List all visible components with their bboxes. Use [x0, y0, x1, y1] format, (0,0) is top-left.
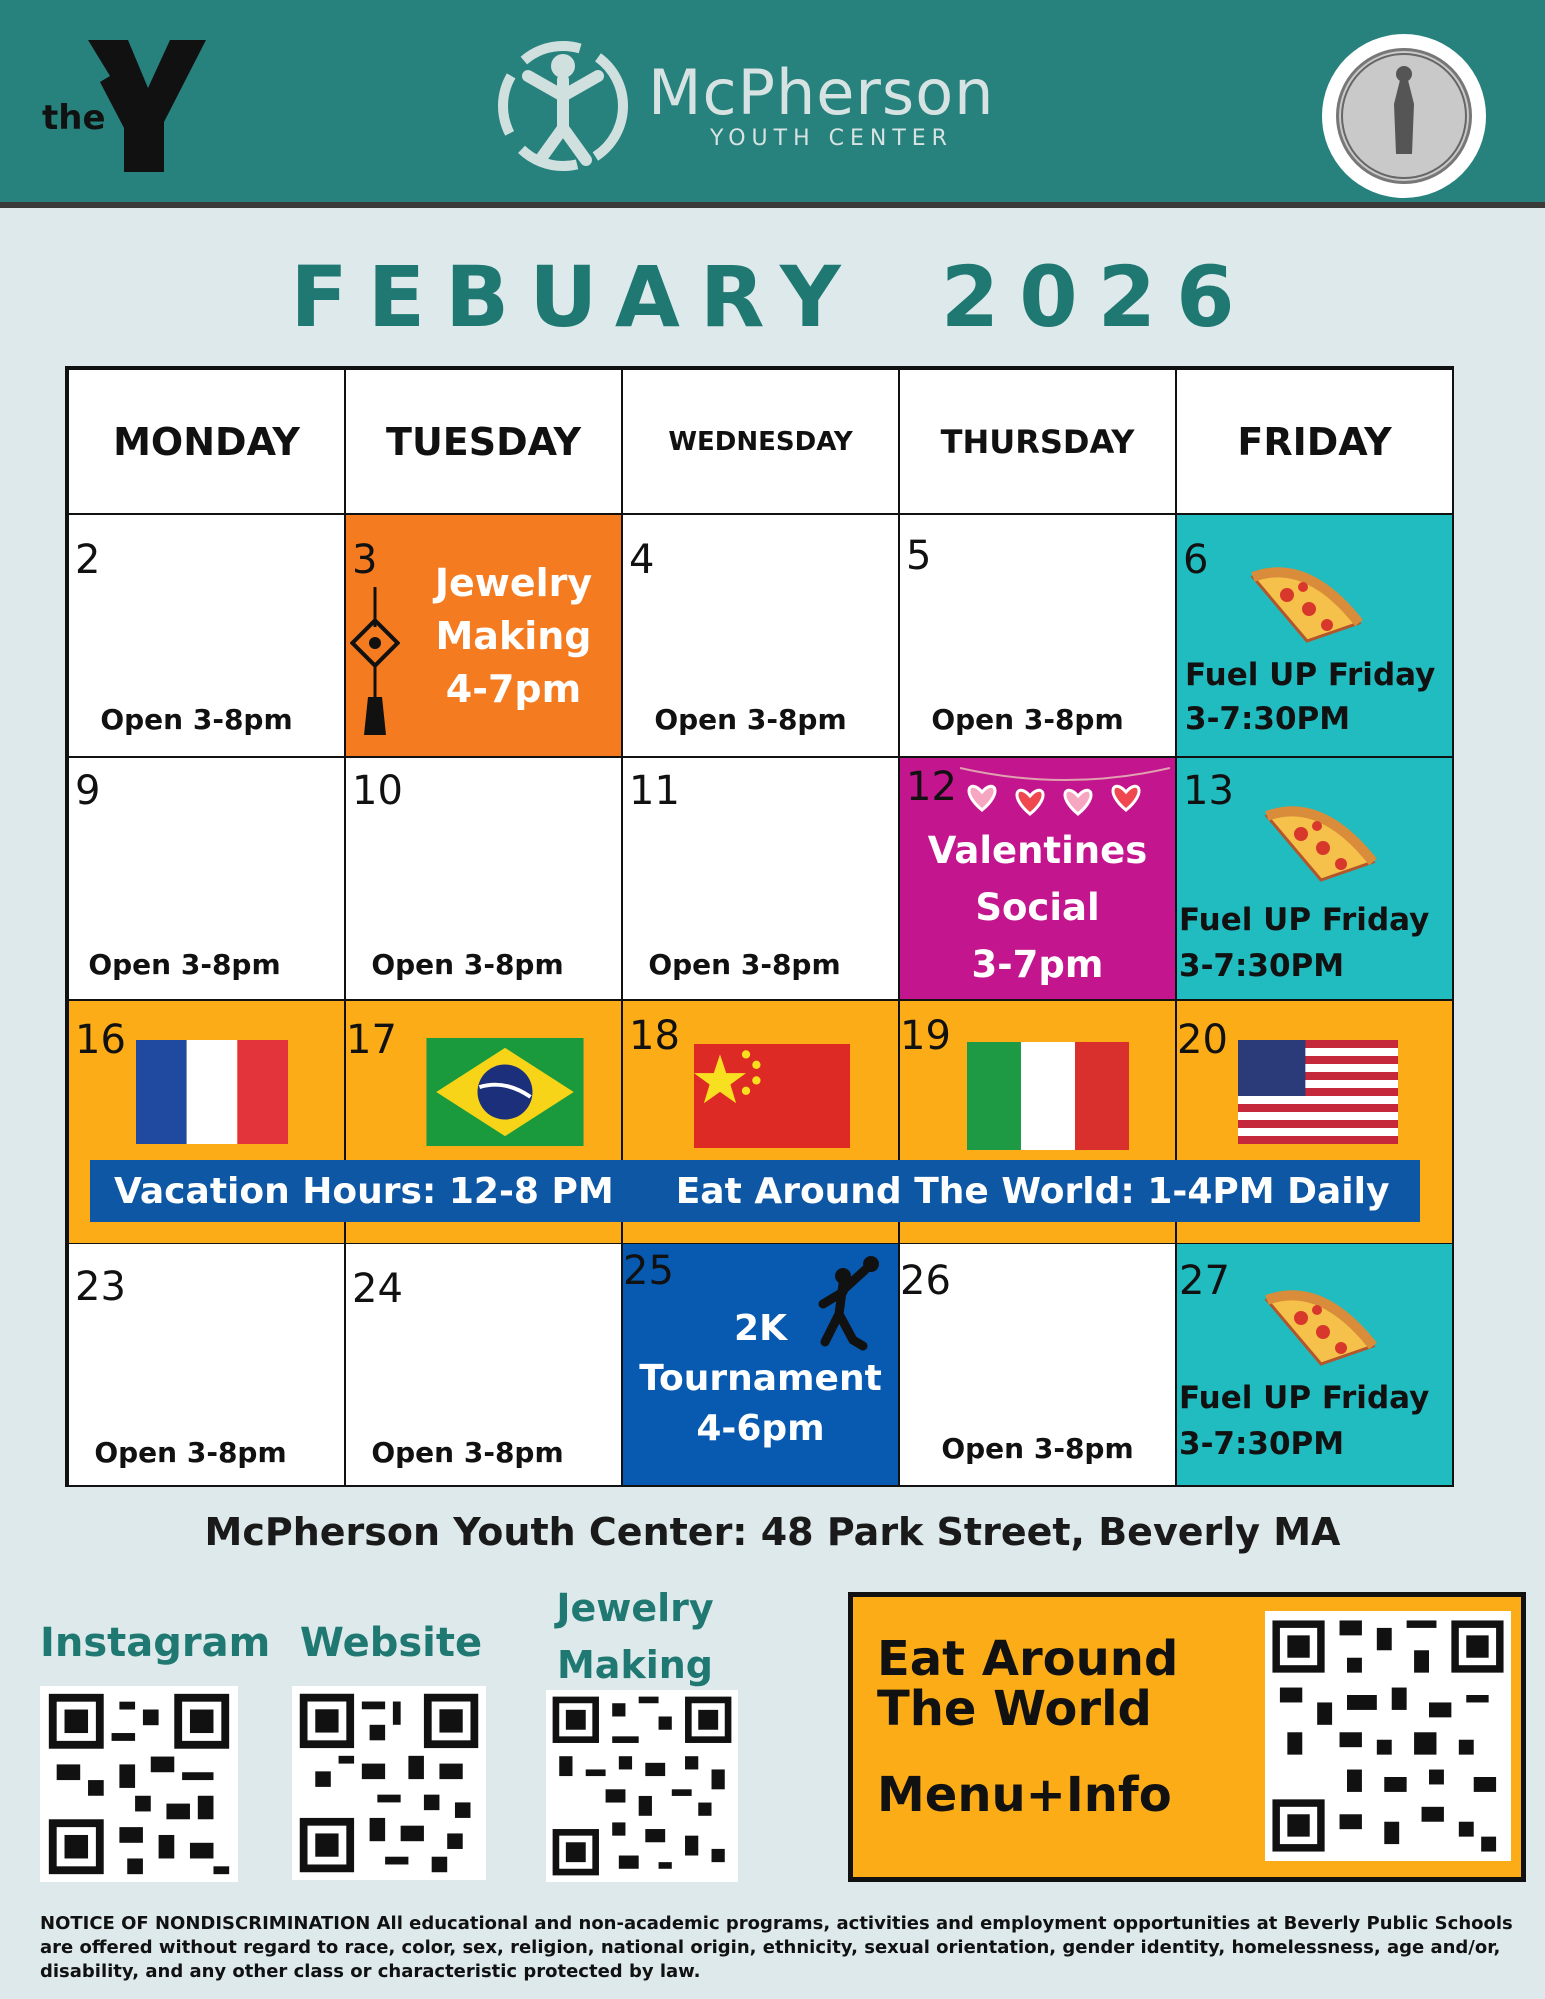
open-hours: Open 3-8pm — [371, 948, 564, 981]
day-number: 10 — [352, 768, 403, 814]
day-cell-2 — [68, 514, 345, 757]
day-number: 3 — [352, 537, 378, 583]
open-hours: Open 3-8pm — [931, 703, 1124, 736]
eat-box-line3: Menu+Info — [877, 1767, 1172, 1823]
city-seal — [1322, 34, 1486, 198]
jewelry-making-label: Jewelry Making — [556, 1586, 714, 1687]
day-number: 24 — [352, 1266, 403, 1312]
page-title — [0, 248, 1545, 346]
day-cell-13 — [1176, 757, 1453, 1000]
day-number: 18 — [629, 1013, 680, 1059]
weekday-tuesday: TUESDAY — [345, 369, 622, 514]
title-year: 2026 — [940, 248, 1255, 346]
eat-around-world-box — [848, 1592, 1526, 1882]
day-number: 26 — [900, 1258, 951, 1304]
ymca-the-text: the — [42, 98, 106, 138]
day-number: 9 — [75, 768, 101, 814]
brazil-flag-icon — [426, 1038, 584, 1146]
day-cell-6 — [1176, 514, 1453, 757]
pizza-slice-icon — [1247, 557, 1367, 647]
tournament-event: 2K Tournament 4-6pm — [639, 1308, 882, 1449]
day-number: 4 — [629, 537, 655, 583]
day-number: 17 — [346, 1017, 397, 1063]
day-number: 23 — [75, 1264, 126, 1310]
jewelry-event: Jewelry Making 4-7pm — [434, 561, 593, 711]
title-month: FEBUARY — [290, 248, 861, 346]
center-name: McPherson — [648, 56, 995, 129]
fuel-friday-title: Fuel UP Friday — [1179, 902, 1430, 938]
center-subtitle: YOUTH CENTER — [710, 126, 953, 151]
eat-box-line1: Eat Around — [877, 1631, 1179, 1687]
day-cell-12 — [899, 757, 1176, 1000]
fuel-friday-title: Fuel UP Friday — [1185, 657, 1436, 693]
day-cell-23 — [68, 1243, 345, 1486]
ymca-y-icon — [40, 36, 230, 176]
day-number: 2 — [75, 537, 101, 583]
day-cell-11 — [622, 757, 899, 1000]
day-cell-25 — [622, 1243, 899, 1486]
open-hours: Open 3-8pm — [648, 948, 841, 981]
weekday-thursday: THURSDAY — [899, 369, 1176, 514]
seal-figure-icon — [1322, 34, 1486, 198]
day-cell-3 — [345, 514, 622, 757]
day-number: 11 — [629, 768, 680, 814]
day-number: 12 — [906, 764, 957, 810]
qr-code-icon — [546, 1690, 738, 1882]
open-hours: Open 3-8pm — [94, 1436, 287, 1469]
weekday-monday: MONDAY — [68, 369, 345, 514]
day-number: 19 — [900, 1013, 951, 1059]
ymca-logo — [40, 36, 230, 176]
open-hours: Open 3-8pm — [941, 1432, 1134, 1465]
china-flag-icon — [694, 1044, 850, 1148]
day-cell-26 — [899, 1243, 1176, 1486]
fuel-friday-title: Fuel UP Friday — [1179, 1380, 1430, 1416]
vacation-banner — [90, 1160, 1420, 1222]
day-cell-9 — [68, 757, 345, 1000]
vacation-week — [68, 1000, 1453, 1243]
calendar-grid — [65, 366, 1454, 1487]
nondiscrimination-notice: NOTICE OF NONDISCRIMINATION All educational and non-academic programs, activities and employment opportunities at Beverly Public Schools are offered without regard to race, color, sex, religion, national origin, ethnicity, sexual orientation, gender identity, homelessness, age and/or, disability, and any other class or characteristic protected by law. — [40, 1913, 1513, 1982]
eat-around-world-hours: Eat Around The World: 1-4PM Daily — [675, 1170, 1390, 1212]
day-cell-10 — [345, 757, 622, 1000]
fuel-friday-hours: 3-7:30PM — [1179, 1426, 1345, 1462]
france-flag-icon — [136, 1040, 288, 1144]
open-hours: Open 3-8pm — [654, 703, 847, 736]
center-address: McPherson Youth Center: 48 Park Street, Beverly MA — [204, 1510, 1341, 1554]
eat-around-world-qr-code[interactable] — [1265, 1611, 1511, 1861]
qr-code-icon — [1265, 1611, 1511, 1861]
valentines-event: Valentines Social 3-7pm — [927, 829, 1148, 986]
day-cell-5 — [899, 514, 1176, 757]
day-cell-24 — [345, 1243, 622, 1486]
jewelry-making-qr-code[interactable] — [546, 1690, 738, 1882]
instagram-qr-code[interactable] — [40, 1686, 238, 1882]
day-cell-27 — [1176, 1243, 1453, 1486]
qr-code-icon — [40, 1686, 238, 1882]
fuel-friday-hours: 3-7:30PM — [1179, 948, 1345, 984]
day-number: 25 — [623, 1248, 674, 1294]
open-hours: Open 3-8pm — [88, 948, 281, 981]
day-number: 13 — [1183, 768, 1234, 814]
italy-flag-icon — [967, 1042, 1129, 1150]
day-number: 20 — [1177, 1017, 1228, 1063]
youth-center-figure-icon — [488, 36, 638, 176]
instagram-label: Instagram — [40, 1620, 271, 1666]
pizza-slice-icon — [1261, 1280, 1381, 1370]
day-cell-4 — [622, 514, 899, 757]
eat-box-line2: The World — [877, 1681, 1152, 1737]
vacation-hours: Vacation Hours: 12-8 PM — [114, 1170, 614, 1212]
weekday-wednesday: WEDNESDAY — [622, 369, 899, 514]
day-number: 16 — [75, 1017, 126, 1063]
pizza-slice-icon — [1261, 796, 1381, 886]
website-qr-code[interactable] — [292, 1686, 486, 1880]
weekday-friday: FRIDAY — [1176, 369, 1453, 514]
fuel-friday-hours: 3-7:30PM — [1185, 701, 1351, 737]
open-hours: Open 3-8pm — [371, 1436, 564, 1469]
day-number: 5 — [906, 533, 932, 579]
header-bar — [0, 0, 1545, 208]
day-number: 6 — [1183, 537, 1209, 583]
hearts-garland-icon — [960, 762, 1170, 822]
website-label: Website — [299, 1620, 483, 1666]
usa-flag-icon — [1238, 1040, 1398, 1144]
day-number: 27 — [1179, 1258, 1230, 1304]
qr-code-icon — [292, 1686, 486, 1880]
open-hours: Open 3-8pm — [100, 703, 293, 736]
